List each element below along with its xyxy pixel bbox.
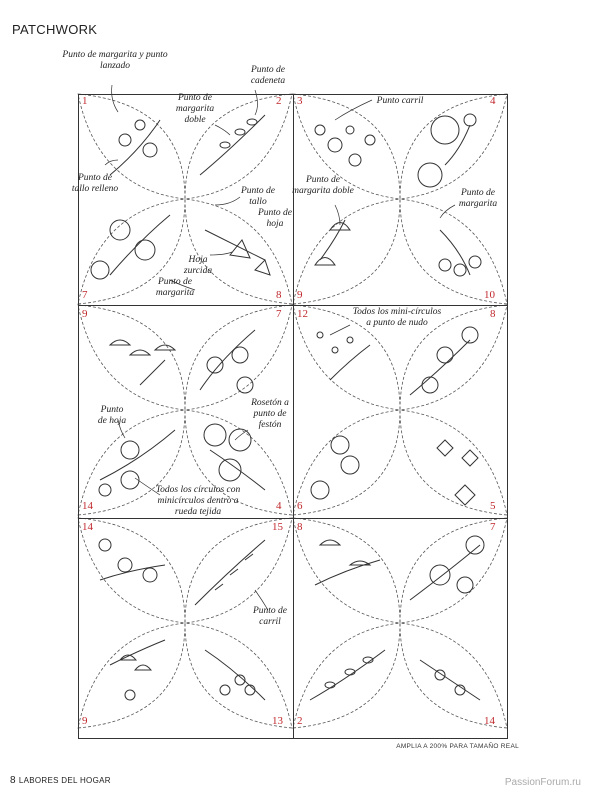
num-b3-bl: 14 [82, 500, 93, 512]
watermark: PassionForum.ru [504, 777, 581, 788]
num-b1-br: 8 [276, 289, 282, 301]
num-b3-tr: 7 [276, 308, 282, 320]
label-margarita-lanzado: Punto de margarita y punto lanzado [62, 50, 168, 71]
num-b2-tl: 3 [297, 95, 303, 107]
num-b6-br: 14 [484, 715, 495, 727]
label-hoja: Punto de hoja [257, 208, 293, 229]
num-b4-tr: 8 [490, 308, 496, 320]
num-b1-tl: 1 [82, 95, 88, 107]
num-b1-tr: 2 [276, 95, 282, 107]
num-b5-br: 13 [272, 715, 283, 727]
num-b2-bl: 9 [297, 289, 303, 301]
label-margarita-doble: Punto de margarita doble [175, 93, 215, 125]
label-margarita-doble-b2: Punto de margarita doble [292, 175, 354, 196]
label-hoja-zurcida: Hoja zurcida [183, 255, 213, 276]
label-carril: Punto carril [376, 96, 424, 106]
label-margarita-b2: Punto de margarita [458, 188, 498, 209]
num-b6-tr: 7 [490, 521, 496, 533]
label-roseton: Rosetón a punto de festón [251, 398, 289, 430]
num-b5-tr: 15 [272, 521, 283, 533]
num-b3-tl: 9 [82, 308, 88, 320]
label-mini-circulos: Todos los mini-círculos a punto de nudo [352, 307, 442, 328]
num-b5-tl: 14 [82, 521, 93, 533]
num-b5-bl: 9 [82, 715, 88, 727]
section-title: PATCHWORK [12, 22, 98, 37]
num-b4-bl: 6 [297, 500, 303, 512]
num-b2-br: 10 [484, 289, 495, 301]
magazine-name: LABORES DEL HOGAR [18, 776, 111, 785]
num-b2-tr: 4 [490, 95, 496, 107]
label-rueda-tejida: Todos los círculos con minicírculos dentro a rueda tejida [155, 485, 241, 517]
label-carril-b5: Punto de carril [252, 606, 288, 627]
num-b4-tl: 12 [297, 308, 308, 320]
num-b6-tl: 8 [297, 521, 303, 533]
num-b1-bl: 7 [82, 289, 88, 301]
num-b3-br: 4 [276, 500, 282, 512]
page-number: 8 [10, 775, 16, 786]
label-cadeneta: Punto de cadeneta [250, 65, 286, 86]
label-tallo: Punto de tallo [240, 186, 276, 207]
enlarge-note: AMPLIA A 200% PARA TAMAÑO REAL [396, 743, 519, 750]
label-margarita-b1: Punto de margarita [155, 277, 195, 298]
label-tallo-relleno: Punto de tallo relleno [71, 173, 119, 194]
num-b6-bl: 2 [297, 715, 303, 727]
num-b4-br: 5 [490, 500, 496, 512]
page-footer [10, 775, 111, 786]
label-hoja-b3: Punto de hoja [97, 405, 127, 426]
